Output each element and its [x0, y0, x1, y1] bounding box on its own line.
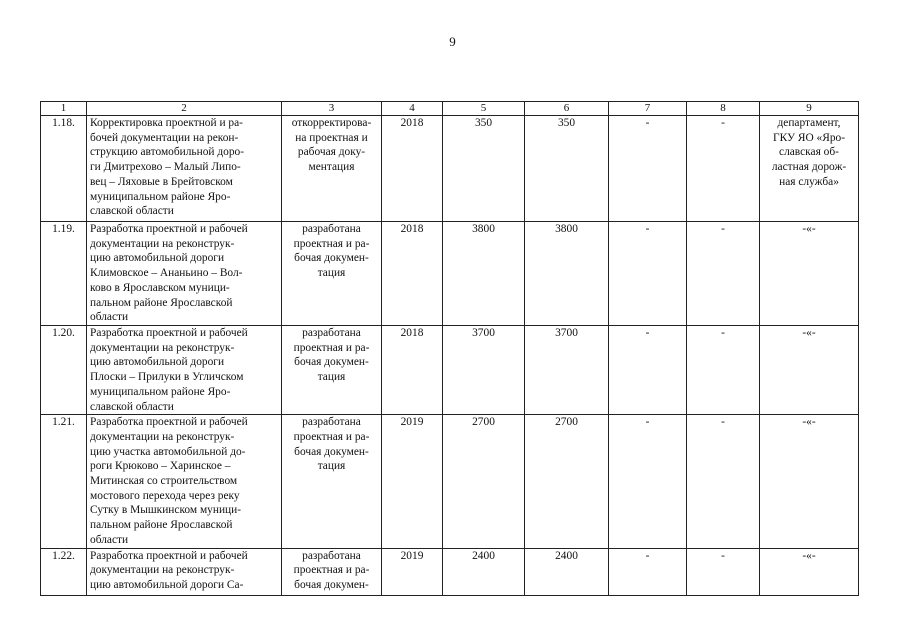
amount-col-8: -	[687, 116, 760, 222]
activity-name: Корректировка проектной и ра- бочей документации на рекон- струкцию автомобильной доро- ги Дмитрехово – Малый Липо- вец – Ляховые в Брейтовском муниципальном районе Яро- славской области	[87, 116, 282, 222]
table-row	[41, 548, 859, 595]
header-col-7: 7	[609, 102, 687, 116]
table-row	[41, 116, 859, 222]
activity-name: Разработка проектной и рабочей документации на реконструк- цию автомобильной дороги Климовское – Ананьино – Вол- ково в Ярославском муници- пальном районе Ярославской области	[87, 222, 282, 326]
activity-year: 2018	[382, 326, 443, 415]
table-row	[41, 222, 859, 326]
row-number: 1.20.	[41, 326, 87, 415]
header-col-6: 6	[525, 102, 609, 116]
amount-col-6: 2700	[525, 415, 609, 548]
responsible-party: -«-	[760, 548, 859, 595]
activity-name: Разработка проектной и рабочей документации на реконструк- цию автомобильной дороги Плоски – Прилуки в Угличском муниципальном районе Яро- славской области	[87, 326, 282, 415]
header-col-1: 1	[41, 102, 87, 116]
header-col-2: 2	[87, 102, 282, 116]
activity-year: 2019	[382, 548, 443, 595]
responsible-party: -«-	[760, 326, 859, 415]
activity-year: 2019	[382, 415, 443, 548]
amount-col-5: 350	[443, 116, 525, 222]
amount-col-7: -	[609, 116, 687, 222]
amount-col-8: -	[687, 222, 760, 326]
header-col-4: 4	[382, 102, 443, 116]
activity-result: разработана проектная и ра- бочая докумен- тация	[282, 415, 382, 548]
program-activities-table	[40, 101, 859, 596]
amount-col-8: -	[687, 326, 760, 415]
table-row	[41, 415, 859, 548]
amount-col-5: 2400	[443, 548, 525, 595]
table-row	[41, 326, 859, 415]
amount-col-5: 2700	[443, 415, 525, 548]
activity-year: 2018	[382, 116, 443, 222]
activity-result: разработана проектная и ра- бочая докумен-	[282, 548, 382, 595]
header-col-8: 8	[687, 102, 760, 116]
activity-result: откорректирова- на проектная и рабочая доку- ментация	[282, 116, 382, 222]
header-row	[41, 102, 859, 116]
amount-col-6: 3700	[525, 326, 609, 415]
amount-col-6: 350	[525, 116, 609, 222]
amount-col-6: 2400	[525, 548, 609, 595]
activity-year: 2018	[382, 222, 443, 326]
responsible-party: департамент, ГКУ ЯО «Яро- славская об- ластная дорож- ная служба»	[760, 116, 859, 222]
responsible-party: -«-	[760, 222, 859, 326]
header-col-9: 9	[760, 102, 859, 116]
row-number: 1.18.	[41, 116, 87, 222]
amount-col-5: 3700	[443, 326, 525, 415]
row-number: 1.21.	[41, 415, 87, 548]
amount-col-8: -	[687, 548, 760, 595]
activity-name: Разработка проектной и рабочей документации на реконструк- цию участка автомобильной до- роги Крюково – Харинское – Митинская со строительством мостового перехода через реку Сутку в Мышкинском муници- пальном районе Ярославской области	[87, 415, 282, 548]
row-number: 1.19.	[41, 222, 87, 326]
responsible-party: -«-	[760, 415, 859, 548]
activity-result: разработана проектная и ра- бочая докумен- тация	[282, 326, 382, 415]
activity-result: разработана проектная и ра- бочая докумен- тация	[282, 222, 382, 326]
row-number: 1.22.	[41, 548, 87, 595]
amount-col-5: 3800	[443, 222, 525, 326]
amount-col-7: -	[609, 415, 687, 548]
header-col-5: 5	[443, 102, 525, 116]
amount-col-6: 3800	[525, 222, 609, 326]
header-col-3: 3	[282, 102, 382, 116]
page-number: 9	[449, 34, 456, 49]
activity-name: Разработка проектной и рабочей документации на реконструк- цию автомобильной дороги Са-	[87, 548, 282, 595]
amount-col-7: -	[609, 222, 687, 326]
amount-col-8: -	[687, 415, 760, 548]
amount-col-7: -	[609, 548, 687, 595]
amount-col-7: -	[609, 326, 687, 415]
